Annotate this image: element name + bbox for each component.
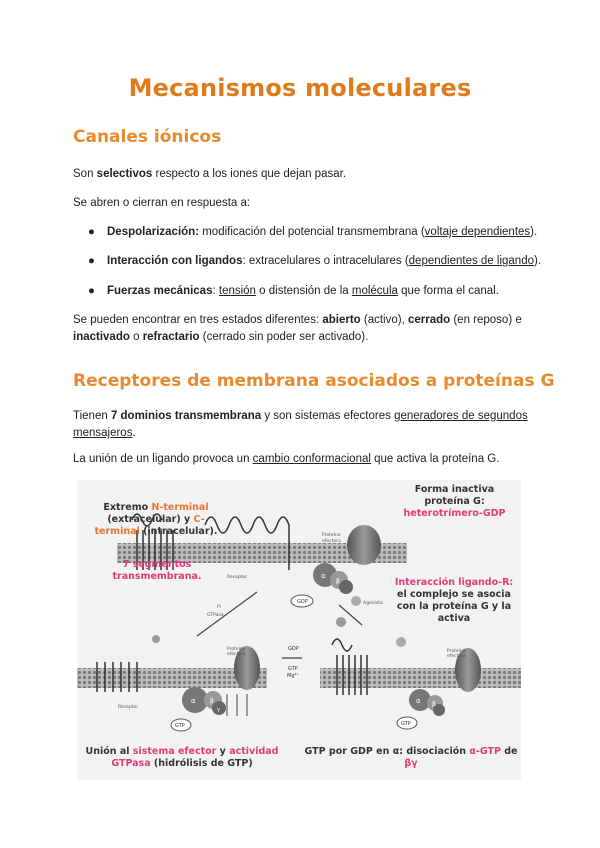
paragraph-estados: Se pueden encontrar en tres estados diferentes: abierto (activo), cerrado (en reposo) e inactivado o refractario (cerrado sin poder ser activado). [73,314,522,343]
label-efectora-br: efectora [447,654,466,659]
page-title: Mecanismos moleculares [128,74,472,102]
label-agonista: Agonista [363,601,383,606]
label-beta-bl: β [210,698,214,705]
bullet-icon: ● [88,226,95,238]
label-gamma-bl: γ [217,707,220,713]
label-gtp-br: GTP [401,721,411,727]
label-proteina-bl: Proteína [227,647,246,652]
agonist-top [351,596,361,606]
label-efectora-bl: efectora [227,652,246,657]
membrane-bottom-right [320,668,521,688]
label-alpha-top: α [321,572,326,580]
label-gtp-bl: GTP [175,723,185,729]
section-heading-receptores: Receptores de membrana asociados a proteínas G [73,371,555,391]
agonist-free [152,635,160,643]
g-gamma-top [339,580,353,594]
label-gtp-arrow: GTP [288,666,298,672]
label-gdp-arrow: GDP [288,646,299,652]
paragraph-dominios: Tienen 7 dominios transmembrana y son sistemas efectores generadores de segundos mensajeros. [73,410,528,439]
bullet-icon: ● [88,255,95,267]
paragraph-selectivos: Son selectivos respecto a los iones que dejan pasar. [73,168,347,180]
caption-sistema-efector: Unión al sistema efector y actividad GTPasa (hidrólisis de GTP) [85,746,279,769]
label-alpha-br: α [416,697,421,705]
section-heading-canales: Canales iónicos [73,127,222,147]
label-gtpasa: GTPasa [207,613,224,618]
label-efectora-top: efectora [322,539,341,544]
label-beta-br: β [432,701,436,708]
caption-gtp-gdp: GTP por GDP en α: disociación α-GTP de βγ [304,746,518,769]
label-proteina-top: Proteína [322,533,341,538]
label-proteina-br: Proteína [447,649,466,654]
label-gdp-top: GDP [297,599,308,605]
caption-forma-inactiva: Forma inactiva proteína G: heterotrímero-GDP [403,484,506,519]
g-protein-cycle-figure [77,480,521,780]
effector-top [347,525,381,565]
paragraph-ligando: La unión de un ligando provoca un cambio conformacional que activa la proteína G. [73,453,500,465]
label-mg: Mg²⁺ [287,673,300,679]
agonist-bind [336,617,346,627]
label-beta-top: β [336,578,340,585]
paragraph-intro-list: Se abren o cierran en respuesta a: [73,197,251,209]
label-pi: Pi [217,605,221,610]
label-receptor-top: Receptor [227,575,248,580]
agonist-br [396,637,406,647]
label-alpha-bl: α [191,697,196,705]
label-receptor-bl: Receptor [118,705,139,710]
caption-segmentos: 7 segmentos transmembrana. [112,559,202,582]
caption-terminal: Extremo N-terminal (extracelular) y C- terminal (intracelular). [94,502,218,537]
bullet-icon: ● [88,285,95,297]
caption-interaccion: Interacción ligando-R: el complejo se asocia con la proteína G y la activa [394,577,514,624]
